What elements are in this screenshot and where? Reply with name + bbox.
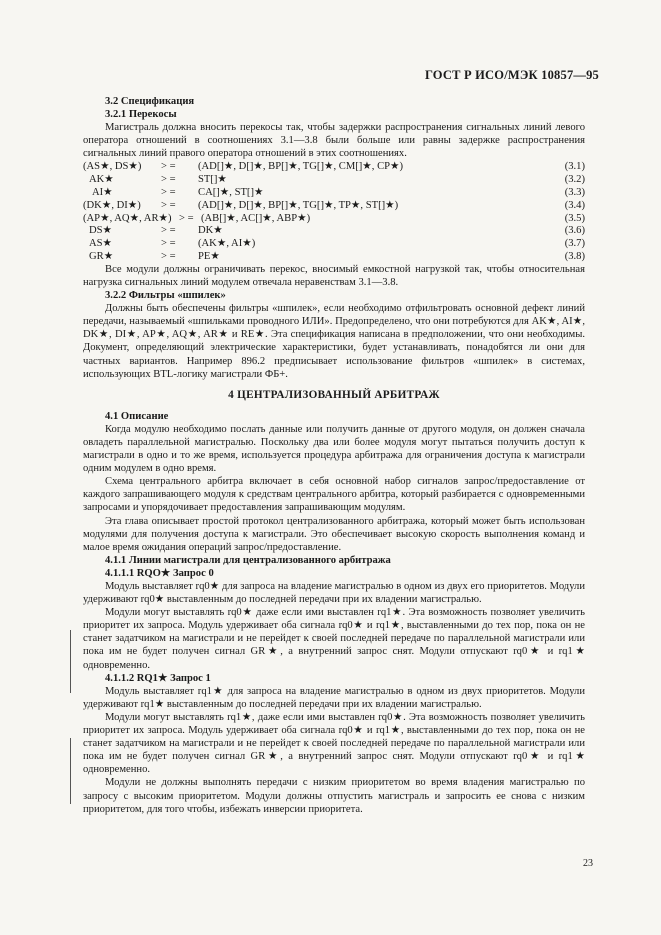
page-number: 23 — [583, 858, 593, 869]
formula-lhs: AI★ — [92, 187, 113, 199]
paragraph: Модули могут выставлять rq0★ даже если ими выставлен rq1★. Эта возможность позволяет увеличить приоритет их запроса. Модуль удерживает оба сигнала rq0★ и rq1★, выставленными до тех пор, пока он не станет задатчиком на магистрали и не перейдет к своей последней передаче по параллельной магистрали или пока им не будет получен сигнал GR★, а внутренний запрос снят. Модули отпускают rq0★ и rq1★ одновременно. — [83, 607, 585, 671]
formula-rhs: (AK★, AI★) — [198, 238, 256, 250]
paragraph: Модули не должны выполнять передачи с низким приоритетом во время владения магистралью по запросу с высоким приоритетом. Модули должны отпустить магистраль и запросить ее снова с низким приоритетом, для того чтобы, избежать инверсии приоритета. — [83, 777, 585, 815]
formula-op: > = — [161, 225, 176, 237]
formula-row — [83, 160, 585, 173]
section-4-1-title: 4.1 Описание — [105, 410, 169, 422]
formula-row — [83, 224, 585, 237]
formula-op: > = — [161, 199, 176, 211]
revision-mark — [70, 630, 71, 693]
section-3-2-1-title — [83, 108, 585, 121]
formula-number: (3.4) — [564, 199, 585, 211]
paragraph: Магистраль должна вносить перекосы так, чтобы задержки распространения сигнальных линий левого оператора отношений в соотношениях 3.1—3.8 были больше или равны задержке распространения сигнальных линий правого оператора отношений в этих соотношениях. — [83, 122, 585, 160]
paragraph: Модуль выставляет rq0★ для запроса на владение магистралью в одном из двух его приоритетов. Модули удерживают rq0★ выставленным до последней передачи при их владении магистралью. — [83, 581, 585, 606]
formula-list — [83, 160, 585, 262]
paragraph: Когда модулю необходимо послать данные или получить данные от другого модуля, он должен сначала овладеть параллельной магистралью. Поскольку два или более модуля могут пытаться получить доступ к магистрали в одно и то же время, используется процедура арбитража для ограничения доступа к магистрали одним модулем в одно время. — [83, 423, 585, 475]
formula-number: (3.3) — [564, 187, 585, 199]
paragraph: Модуль выставляет rq1★ для запроса на владение магистралью в одном из двух приоритетов. Модули удерживают rq1★ выставленным до последней передачи при их владении магистралью. — [83, 685, 585, 710]
formula-op: > = — [161, 251, 176, 263]
formula-lhs: (DK★, DI★) — [83, 199, 141, 211]
section-4-title: 4 ЦЕНТРАЛИЗОВАННЫЙ АРБИТРАЖ — [228, 388, 440, 401]
formula-row — [83, 186, 585, 199]
formula-lhs: GR★ — [89, 251, 114, 263]
paragraph: Все модули должны ограничивать перекос, вносимый емкостной нагрузкой так, чтобы относительная нагрузка сигнальных линий модулем отвечала неравенствам 3.1—3.8. — [83, 263, 585, 288]
paragraph: Модули могут выставлять rq1★, даже если ими выставлен rq0★. Эта возможность позволяет увеличить приоритет их запроса. Модуль удерживает оба сигнала rq0★ и rq1★, выставленными до тех пор, пока он не станет задатчиком на магистрали и не перейдет к своей последней передаче по параллельной магистрали или пока им не будет получен сигнал GR★, а внутренний запрос снят. Модули отпускают rq0★ и rq1★ одновременно. — [83, 711, 585, 776]
formula-rhs: DK★ — [198, 225, 223, 237]
formula-lhs: DS★ — [89, 225, 113, 237]
formula-lhs: (AS★, DS★) — [83, 161, 142, 173]
revision-mark — [70, 738, 71, 804]
formula-op: > = — [161, 161, 176, 173]
formula-op: > = — [179, 212, 194, 224]
formula-rhs: CA[]★, ST[]★ — [198, 187, 264, 199]
formula-rhs: ST[]★ — [198, 174, 227, 186]
section-3-2-1-title-text: 3.2.1 Перекосы — [105, 109, 177, 121]
section-4-1-1-2-title: 4.1.1.2 RQ1★ Запрос 1 — [105, 672, 211, 684]
formula-op: > = — [161, 187, 176, 199]
paragraph: Эта глава описывает простой протокол централизованного арбитража, который может быть использован модулями для получения доступа к магистрали. Это обеспечивает высокую скорость выполнения команд и малое время ожидания операций запрос/предоставление. — [83, 515, 585, 553]
formula-op: > = — [161, 238, 176, 250]
page-body — [83, 95, 585, 816]
section-4-1-1-title: 4.1.1 Линии магистрали для централизованного арбитража — [105, 554, 391, 566]
formula-row — [83, 212, 585, 225]
formula-row — [83, 237, 585, 250]
formula-row — [83, 250, 585, 263]
page-header: ГОСТ Р ИСО/МЭК 10857—95 — [424, 68, 599, 82]
formula-number: (3.1) — [564, 161, 585, 173]
formula-rhs: (AB[]★, AC[]★, ABP★) — [201, 212, 311, 224]
formula-op: > = — [161, 174, 176, 186]
section-3-2-title: 3.2 Спецификация — [105, 96, 195, 107]
formula-rhs: (AD[]★, D[]★, BP[]★, TG[]★, TP★, ST[]★) — [198, 199, 399, 211]
formula-number: (3.8) — [564, 251, 585, 263]
formula-rhs: (AD[]★, D[]★, BP[]★, TG[]★, CM[]★, CP★) — [198, 161, 404, 173]
formula-lhs: AK★ — [89, 174, 114, 186]
formula-row — [83, 173, 585, 186]
formula-rhs: PE★ — [198, 251, 220, 263]
formula-lhs: (AP★, AQ★, AR★) — [83, 212, 172, 224]
paragraph: Должны быть обеспечены фильтры «шпилек», если необходимо отфильтровать основной дефект линий передачи, называемый «шпильками проводного ИЛИ». Предопределено, что они потребуются для AK★, AI★, DK★, DI★, AP★, AQ★, AR★ и RE★. Эта спецификация написана в предположении, что они необходимы. Документ, определяющий электрические характеристики, будет устанавливать, понадобятся ли они для частных вариантов. Например 896.2 предписывает использование фильтров «шпилек» в системах, использующих BTL-логику магистрали ФБ+. — [83, 303, 585, 380]
formula-number: (3.5) — [564, 212, 585, 224]
section-3-2-2-title: 3.2.2 Фильтры «шпилек» — [105, 290, 226, 302]
paragraph: Схема центрального арбитра включает в себя основной набор сигналов запрос/предоставление от каждого запрашивающего модуля к средствам центрального арбитра, который разбирается с одновременными запросами и упорядочивает предоставления запрашивающим модулям. — [83, 476, 585, 514]
formula-number: (3.7) — [564, 238, 585, 250]
formula-lhs: AS★ — [89, 238, 113, 250]
formula-row — [83, 199, 585, 212]
formula-number: (3.6) — [564, 225, 585, 237]
section-4-1-1-1-title: 4.1.1.1 RQO★ Запрос 0 — [105, 567, 214, 579]
formula-number: (3.2) — [564, 174, 585, 186]
